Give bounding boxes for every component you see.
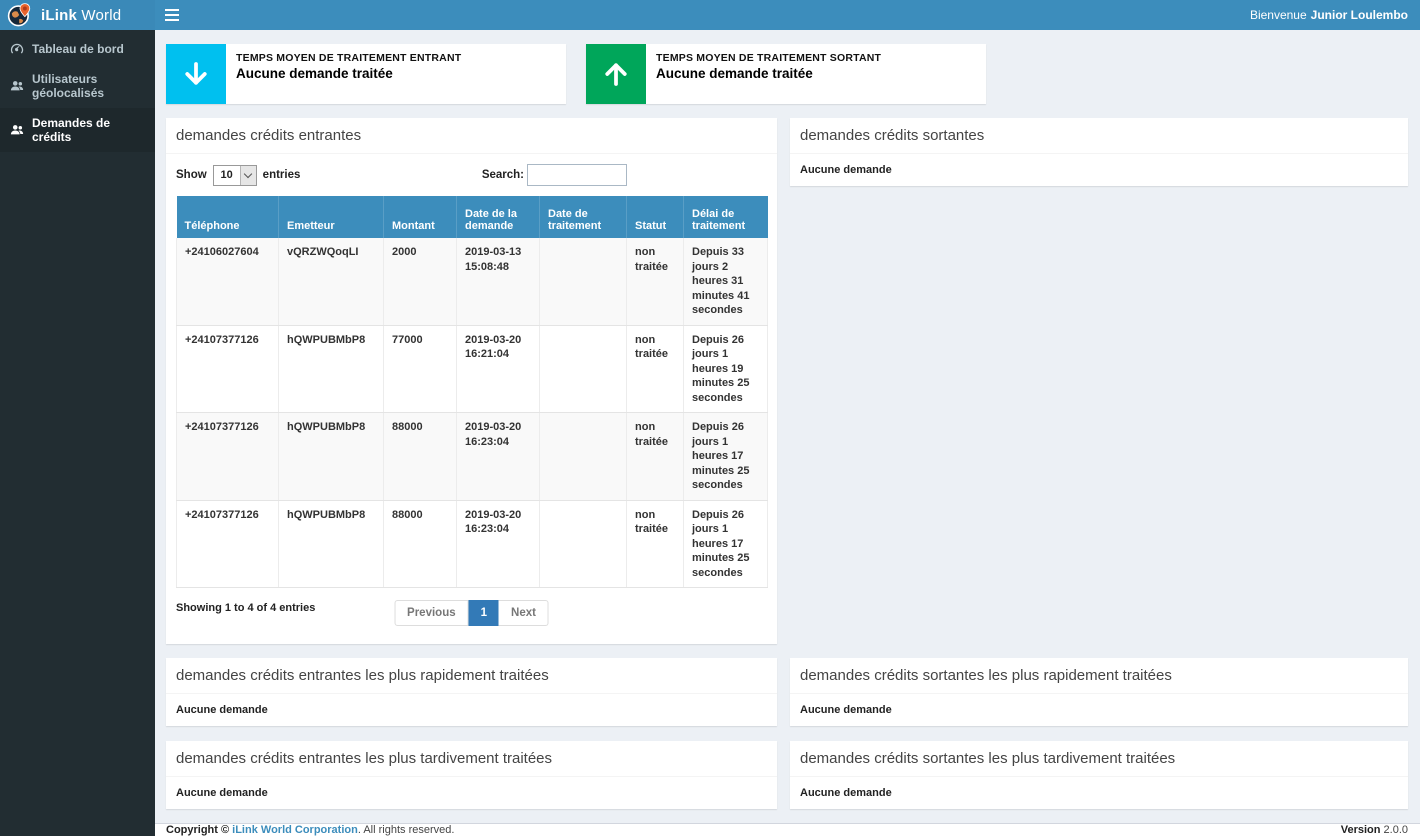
version-text: Version 2.0.0 bbox=[1340, 824, 1408, 836]
welcome-message: Bienvenue Junior Loulembo bbox=[1249, 8, 1408, 22]
table-cell: 2000 bbox=[384, 238, 457, 325]
table-cell: 2019-03-13 15:08:48 bbox=[457, 238, 540, 325]
empty-message: Aucune demande bbox=[176, 787, 268, 800]
brand-logo[interactable] bbox=[0, 0, 155, 30]
column-header[interactable]: Date de la demande bbox=[457, 196, 540, 238]
table-cell: +24107377126 bbox=[177, 413, 279, 501]
table-cell bbox=[540, 325, 627, 413]
arrow-down-icon bbox=[166, 44, 226, 104]
table-header-row bbox=[177, 196, 768, 238]
info-box-value: Aucune demande traitée bbox=[236, 66, 393, 81]
table-cell: +24107377126 bbox=[177, 500, 279, 588]
column-header[interactable]: Emetteur bbox=[279, 196, 384, 238]
tachometer-icon bbox=[10, 42, 24, 56]
table-cell: non traitée bbox=[627, 238, 684, 325]
info-box-value: Aucune demande traitée bbox=[656, 66, 813, 81]
table-cell: +24107377126 bbox=[177, 325, 279, 413]
panel-title: demandes crédits sortantes les plus tardivement traitées bbox=[790, 741, 1408, 777]
panel-entrantes-rapidement bbox=[166, 658, 777, 726]
table-cell: 2019-03-20 16:23:04 bbox=[457, 413, 540, 501]
panel-demandes-sortantes bbox=[790, 118, 1408, 186]
content-area bbox=[155, 30, 1420, 823]
table-cell: 77000 bbox=[384, 325, 457, 413]
table-row bbox=[177, 238, 768, 325]
table-cell: hQWPUBMbP8 bbox=[279, 325, 384, 413]
sidebar-item-utilisateurs-geolocalises[interactable] bbox=[0, 64, 155, 108]
hamburger-icon[interactable] bbox=[155, 0, 189, 30]
table-row bbox=[177, 325, 768, 413]
table-cell bbox=[540, 238, 627, 325]
sidebar-item-tableau-de-bord[interactable] bbox=[0, 34, 155, 64]
panel-entrantes-tardivement bbox=[166, 741, 777, 809]
table-cell: vQRZWQoqLI bbox=[279, 238, 384, 325]
next-page-button[interactable]: Next bbox=[499, 600, 549, 626]
globe-pin-logo-icon bbox=[7, 2, 33, 28]
table-cell: hQWPUBMbP8 bbox=[279, 500, 384, 588]
table-cell bbox=[540, 500, 627, 588]
table-cell: Depuis 26 jours 1 heures 19 minutes 25 secondes bbox=[684, 325, 768, 413]
table-cell: non traitée bbox=[627, 413, 684, 501]
table-cell: Depuis 33 jours 2 heures 31 minutes 41 secondes bbox=[684, 238, 768, 325]
previous-page-button[interactable]: Previous bbox=[394, 600, 469, 626]
info-box-label: TEMPS MOYEN DE TRAITEMENT SORTANT bbox=[656, 52, 882, 64]
page-length-select[interactable]: 10 bbox=[213, 165, 257, 186]
sidebar bbox=[0, 30, 155, 836]
column-header[interactable]: Date de traitement bbox=[540, 196, 627, 238]
sidebar-item-label: Demandes de crédits bbox=[32, 116, 111, 144]
sidebar-item-label: Tableau de bord bbox=[32, 42, 124, 56]
table-row bbox=[177, 500, 768, 588]
table-cell: 2019-03-20 16:23:04 bbox=[457, 500, 540, 588]
chevron-down-icon bbox=[240, 166, 256, 185]
table-row bbox=[177, 413, 768, 501]
panel-title: demandes crédits entrantes les plus tardivement traitées bbox=[166, 741, 777, 777]
brand-text: iLink World bbox=[41, 6, 122, 24]
panel-sortantes-tardivement bbox=[790, 741, 1408, 809]
users-icon bbox=[10, 79, 24, 93]
pagination bbox=[394, 600, 549, 626]
arrow-up-icon bbox=[586, 44, 646, 104]
panel-title: demandes crédits entrantes bbox=[166, 118, 777, 154]
table-cell: Depuis 26 jours 1 heures 17 minutes 25 secondes bbox=[684, 500, 768, 588]
column-header[interactable]: Téléphone bbox=[177, 196, 279, 238]
table-cell: Depuis 26 jours 1 heures 17 minutes 25 secondes bbox=[684, 413, 768, 501]
page-footer bbox=[155, 823, 1420, 836]
panel-title: demandes crédits entrantes les plus rapidement traitées bbox=[166, 658, 777, 694]
company-link[interactable]: iLink World Corporation bbox=[232, 824, 358, 836]
sidebar-item-demandes-de-credits[interactable] bbox=[0, 108, 155, 152]
empty-message: Aucune demande bbox=[800, 704, 892, 717]
users-icon bbox=[10, 123, 24, 137]
table-cell bbox=[540, 413, 627, 501]
table-cell: +24106027604 bbox=[177, 238, 279, 325]
panel-title: demandes crédits sortantes bbox=[790, 118, 1408, 154]
column-header[interactable]: Montant bbox=[384, 196, 457, 238]
table-cell: non traitée bbox=[627, 325, 684, 413]
copyright-text: Copyright © iLink World Corporation. All rights reserved. bbox=[166, 824, 455, 836]
top-navbar bbox=[0, 0, 1420, 30]
column-header[interactable]: Délai de traitement bbox=[684, 196, 768, 238]
panel-demandes-entrantes bbox=[166, 118, 777, 644]
demandes-entrantes-table bbox=[176, 196, 768, 588]
column-header[interactable]: Statut bbox=[627, 196, 684, 238]
panel-sortantes-rapidement bbox=[790, 658, 1408, 726]
page-length-control: Show 10 entries bbox=[176, 165, 300, 186]
info-box-sortant bbox=[586, 44, 986, 104]
panel-title: demandes crédits sortantes les plus rapidement traitées bbox=[790, 658, 1408, 694]
table-cell: hQWPUBMbP8 bbox=[279, 413, 384, 501]
table-summary: Showing 1 to 4 of 4 entries bbox=[176, 602, 316, 615]
sidebar-item-label: Utilisateurs géolocalisés bbox=[32, 72, 105, 100]
page-number-button[interactable]: 1 bbox=[469, 600, 499, 626]
empty-message: Aucune demande bbox=[800, 787, 892, 800]
empty-message: Aucune demande bbox=[800, 164, 892, 176]
table-cell: 88000 bbox=[384, 413, 457, 501]
info-box-entrant bbox=[166, 44, 566, 104]
search-control: Search: bbox=[482, 164, 627, 186]
empty-message: Aucune demande bbox=[176, 704, 268, 717]
table-cell: 88000 bbox=[384, 500, 457, 588]
search-input[interactable] bbox=[527, 164, 627, 186]
info-box-label: TEMPS MOYEN DE TRAITEMENT ENTRANT bbox=[236, 52, 462, 64]
table-cell: 2019-03-20 16:21:04 bbox=[457, 325, 540, 413]
table-cell: non traitée bbox=[627, 500, 684, 588]
